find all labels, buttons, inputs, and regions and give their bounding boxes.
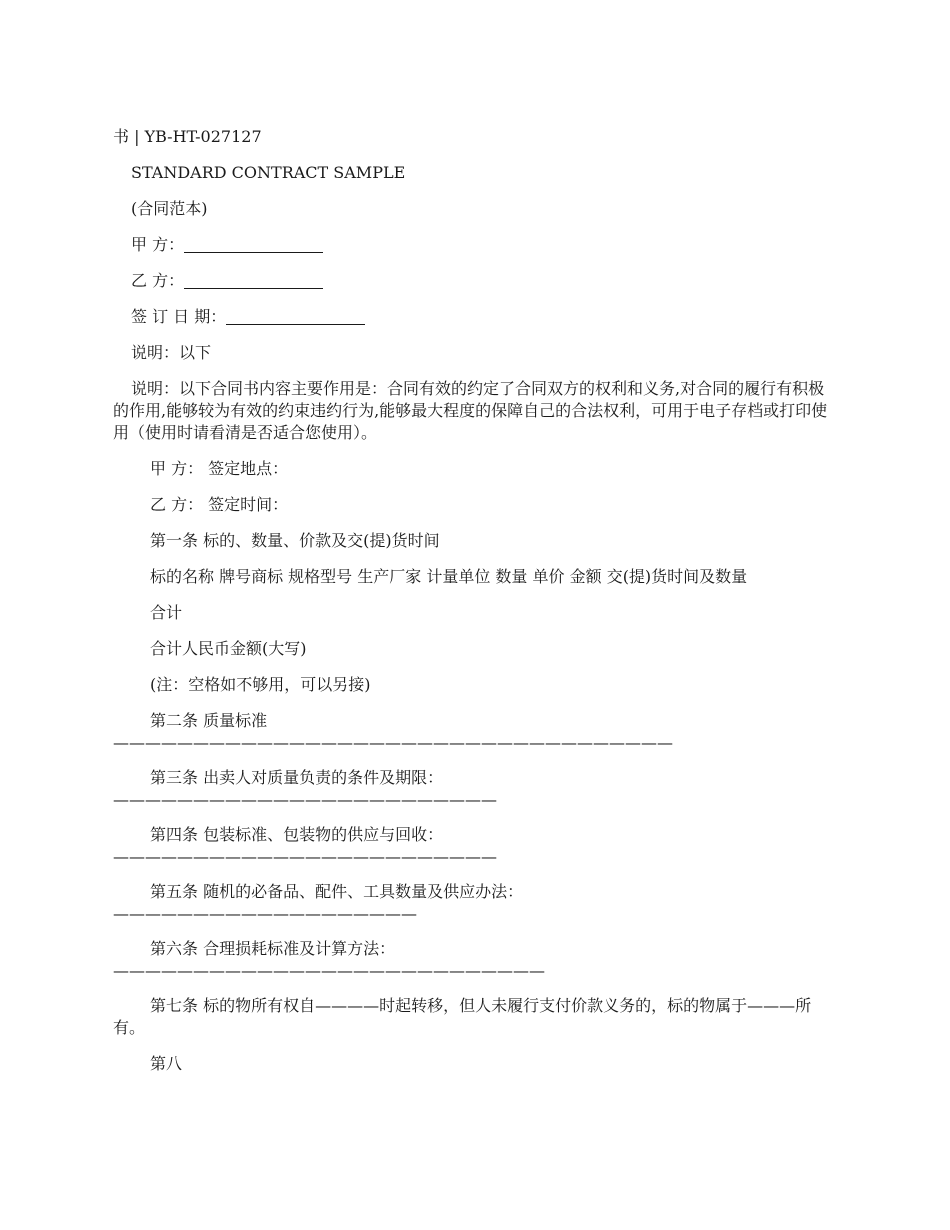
title-en: STANDARD CONTRACT SAMPLE (131, 163, 406, 182)
party-b-field (113, 270, 833, 292)
article-1-table-headers: 标的名称 牌号商标 规格型号 生产厂家 计量单位 数量 单价 金额 交(提)货时间及数量 (150, 567, 748, 586)
article-2-fill-line: ——————————————————————————————————— (113, 733, 673, 752)
article-2 (113, 710, 833, 754)
party-b-label: 乙 方： (131, 271, 185, 290)
title-cn: (合同范本) (131, 199, 208, 218)
article-5-fill-line: ——————————————————— (113, 904, 417, 923)
table-note: (注：空格如不够用，可以另接) (150, 675, 371, 694)
article-5-title: 第五条 随机的必备品、配件、工具数量及供应办法： (150, 882, 524, 901)
intro-paragraph: 说明：以下合同书内容主要作用是：合同有效的约定了合同双方的权利和义务,对合同的履行有积极的作用,能够较为有效的约束违约行为,能够最大程度的保障自己的合法权利，可用于电子存档或打印使用（使用时请看清是否适合您使用）。 (113, 379, 828, 442)
party-b-signing-time: 乙 方： 签定时间： (150, 495, 289, 514)
article-6-fill-line: ——————————————————————————— (113, 961, 545, 980)
party-a-label: 甲 方： (131, 235, 185, 254)
article-4-title: 第四条 包装标准、包装物的供应与回收： (150, 825, 444, 844)
party-b-blank (184, 272, 323, 289)
article-3-fill-line: ———————————————————————— (113, 790, 497, 809)
article-4-fill-line: ———————————————————————— (113, 847, 497, 866)
article-6 (113, 938, 833, 982)
article-4 (113, 824, 833, 868)
party-a-signing-place: 甲 方： 签定地点： (150, 459, 289, 478)
article-1-title: 第一条 标的、数量、价款及交(提)货时间 (150, 531, 440, 550)
signing-date-blank (226, 308, 365, 325)
party-a-blank (184, 236, 323, 253)
article-8-partial: 第八 (150, 1054, 183, 1073)
signing-date-field (113, 306, 833, 328)
article-6-title: 第六条 合理损耗标准及计算方法： (150, 939, 396, 958)
article-5 (113, 881, 833, 925)
contract-body (113, 126, 833, 1075)
signing-date-label: 签 订 日 期： (131, 307, 227, 326)
article-7-text: 第七条 标的物所有权自————时起转移，但人未履行支付价款义务的，标的物属于———所有。 (113, 996, 812, 1037)
document-id: 书 | YB-HT-027127 (113, 127, 262, 146)
article-2-title: 第二条 质量标准 (150, 711, 268, 730)
article-3-title: 第三条 出卖人对质量负责的条件及期限： (150, 768, 444, 787)
intro-short: 说明：以下 (131, 343, 212, 362)
party-a-field (113, 234, 833, 256)
subtotal-label: 合计 (150, 603, 183, 622)
total-rmb-label: 合计人民币金额(大写) (150, 639, 307, 658)
article-3 (113, 767, 833, 811)
